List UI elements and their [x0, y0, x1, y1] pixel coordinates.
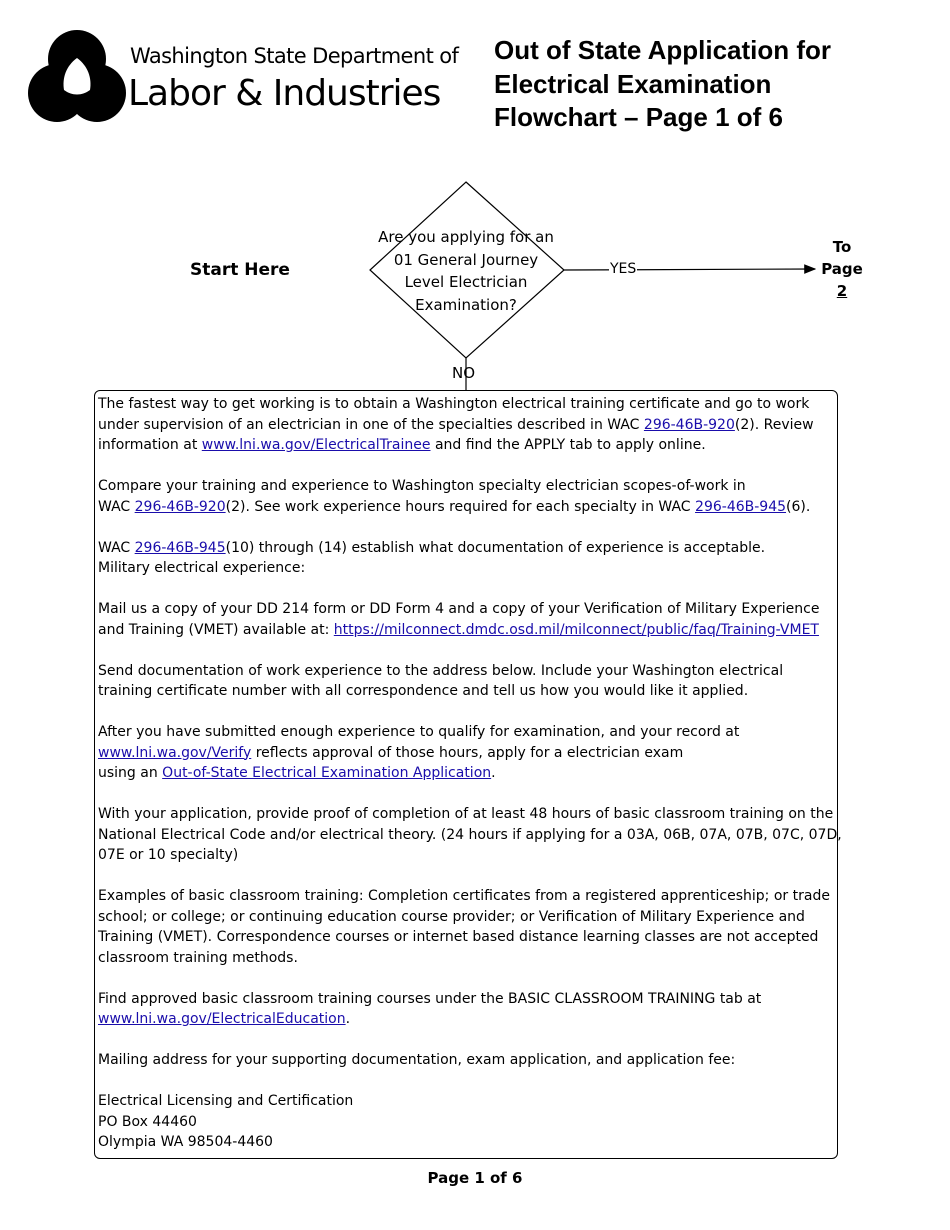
text: . [491, 765, 496, 781]
wac-296-46b-945-link[interactable]: 296-46B-945 [695, 498, 787, 515]
text: and find the APPLY tab to apply online. [430, 437, 706, 453]
text: Training (VMET). Correspondence courses or internet based distance learning classes are not accepted [98, 929, 819, 945]
text: After you have submitted enough experience to qualify for examination, and your record at [98, 724, 740, 740]
title-line: Out of State Application for [494, 35, 832, 65]
text: 07E or 10 specialty) [98, 847, 239, 863]
yes-label: YES [610, 261, 637, 277]
documentation-paragraph [98, 538, 831, 579]
decision-question [364, 226, 568, 316]
text: National Electrical Code and/or electrical theory. (24 hours if applying for a 03A, 06B, 07A, 07B, 07C, 07D, [98, 826, 842, 843]
decision-line: Examination? [415, 295, 517, 314]
to-label: To [832, 238, 852, 256]
compare-training-paragraph [98, 476, 831, 517]
text: classroom training methods. [98, 949, 298, 966]
text: under supervision of an electrician in one of the specialties described in WAC [98, 416, 644, 433]
verify-link[interactable]: www.lni.wa.gov/Verify [98, 744, 252, 761]
text: Compare your training and experience to Washington specialty electrician scopes-of-work in [98, 478, 746, 494]
text: WAC [98, 539, 135, 556]
decision-line: Are you applying for an [378, 228, 554, 246]
lni-logo-icon [28, 30, 126, 124]
text: (10) through (14) establish what documentation of experience is acceptable. [225, 539, 766, 556]
decision-line: Level Electrician [404, 273, 528, 291]
org-name-line2: Labor & Industries [128, 73, 441, 114]
start-here-label: Start Here [190, 260, 290, 280]
classroom-examples-paragraph [98, 886, 831, 968]
document-title [494, 34, 914, 135]
yes-arrow [564, 269, 815, 270]
page-label: Page [821, 260, 863, 278]
to-page-number-link[interactable]: 2 [836, 282, 848, 300]
exam-application-link[interactable]: Out-of-State Electrical Examination Application [162, 765, 492, 781]
vmet-link[interactable]: https://milconnect.dmdc.osd.mil/milconnect/public/faq/Training-VMET [333, 621, 819, 638]
instructions-box [94, 390, 842, 1159]
text: (6). [786, 498, 811, 515]
no-label: NO [452, 364, 476, 382]
text: Find approved basic classroom training courses under the BASIC CLASSROOM TRAINING tab at [98, 990, 762, 1007]
wac-296-46b-920-link[interactable]: 296-46B-920 [134, 498, 226, 515]
text: and Training (VMET) available at: [98, 621, 334, 638]
address-line: Electrical Licensing and Certification [98, 1093, 354, 1109]
title-line: Electrical Examination [494, 68, 772, 99]
decision-line: 01 General Journey [393, 250, 539, 269]
text: The fastest way to get working is to obtain a Washington electrical training certificate and go to work [98, 396, 810, 412]
send-documentation-paragraph [98, 661, 831, 702]
wac-296-46b-920-link[interactable]: 296-46B-920 [643, 416, 735, 433]
text: (2). Review [734, 416, 814, 433]
text: using an [98, 765, 163, 781]
text: Mail us a copy of your DD 214 form or DD Form 4 and a copy of your Verification of Military Experience [98, 601, 820, 617]
text: training certificate number with all correspondence and tell us how you would like it applied. [98, 683, 749, 699]
military-paragraph [98, 599, 831, 640]
classroom-hours-paragraph [98, 804, 842, 866]
text: (2). See work experience hours required for each specialty in WAC [225, 498, 696, 515]
text: school; or college; or continuing education course provider; or Verification of Military Experience and [98, 908, 805, 925]
mailing-intro-paragraph [98, 1050, 831, 1071]
text: Send documentation of work experience to the address below. Include your Washington electrical [98, 662, 784, 679]
text: Mailing address for your supporting documentation, exam application, and application fee: [98, 1052, 736, 1068]
trainee-paragraph [98, 394, 831, 456]
org-name-line1: Washington State Department of [130, 44, 459, 68]
page-number-footer: Page 1 of 6 [427, 1169, 523, 1187]
address-line: PO Box 44460 [98, 1113, 197, 1130]
apply-exam-paragraph [98, 722, 831, 784]
text: Examples of basic classroom training: Completion certificates from a registered apprenticeship; or trade [98, 888, 830, 904]
address-line: Olympia WA 98504-4460 [98, 1134, 273, 1150]
text: Military electrical experience: [98, 560, 306, 576]
wac-296-46b-945-link[interactable]: 296-46B-945 [134, 539, 226, 556]
text: information at [98, 437, 202, 453]
approved-courses-paragraph [98, 989, 831, 1030]
to-page-connector [814, 236, 870, 302]
mailing-address [98, 1091, 831, 1153]
text: reflects approval of those hours, apply for a electrician exam [251, 744, 684, 761]
electrical-education-link[interactable]: www.lni.wa.gov/ElectricalEducation [98, 1011, 346, 1027]
electrical-trainee-link[interactable]: www.lni.wa.gov/ElectricalTrainee [201, 437, 431, 453]
title-line: Flowchart – Page 1 of 6 [494, 102, 783, 132]
text: With your application, provide proof of completion of at least 48 hours of basic classroom training on the [98, 806, 834, 822]
text: WAC [98, 498, 135, 515]
text: . [345, 1011, 351, 1027]
